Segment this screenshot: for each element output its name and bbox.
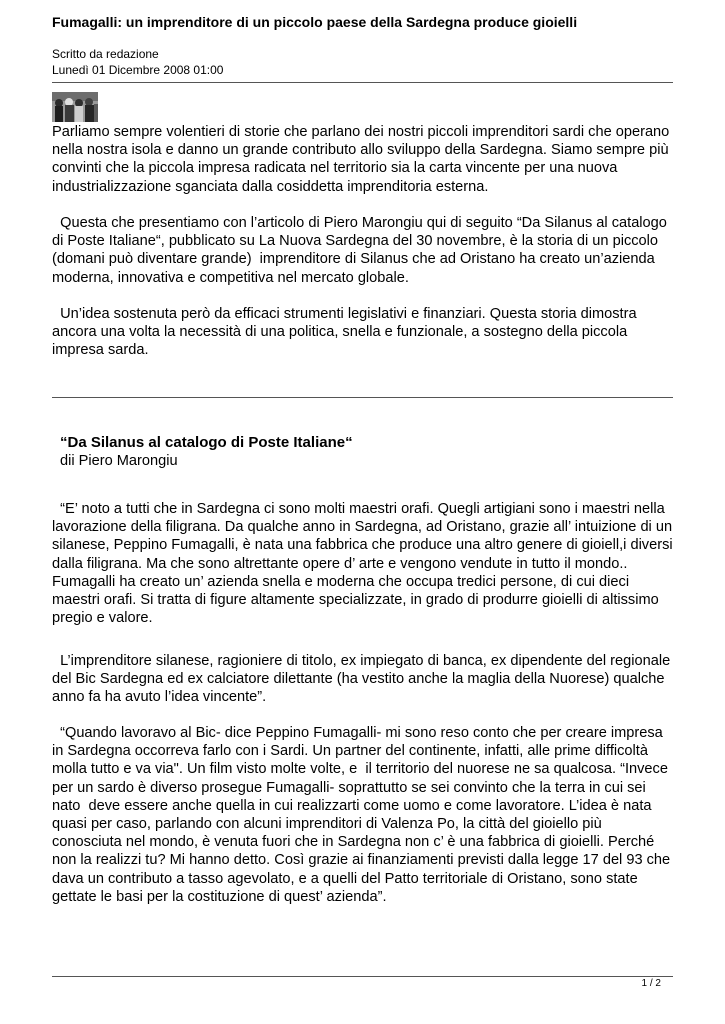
intro-paragraph-2: Questa che presentiamo con l’articolo di Piero Marongiu qui di seguito “Da Silanus al catalogo di Poste Italiane“, pubblicato su La Nuova Sardegna del 30 novembre, è la storia di un piccolo (domani può diventare grande) imprenditore di Silanus che ad Oristano ha creato un’azienda moderna, innovativa e competitiva nel mercato globale. (52, 215, 671, 286)
byline: Scritto da redazione (52, 47, 159, 61)
story-title: “Da Silanus al catalogo di Poste Italiane“ (60, 434, 353, 451)
article-photo-thumbnail (52, 92, 98, 122)
story-paragraph-1: “E’ noto a tutti che in Sardegna ci sono molti maestri orafi. Quegli artigiani sono i maestri nella lavorazione della filigrana. Da qualche anno in Sardegna, ad Oristano, grazie all’ intuizione di un silanese, Peppino Fumagalli, è nata una fabbrica che produce una altro genere di gioiell,i diversi dalla filigrana. Ma che sono altrettante opere d’ arte e vengono vendute in tutto il mondo.. Fumagalli ha creato un’ azienda snella e moderna che occupa tredici persone, di cui dieci maestri orafi. Si tratta di figure altamente specializzate, in grado di produrre gioielli di altissimo pregio e valore. (52, 501, 677, 627)
page-number: 1 / 2 (641, 978, 661, 989)
story-author: dii Piero Marongiu (60, 453, 178, 469)
intro-paragraph-1: Parliamo sempre volentieri di storie che parlano dei nostri piccoli imprenditori sardi che operano nella nostra isola e danno un grande contributo allo sviluppo della Sardegna. Siamo sempre più convinti che la piccola impresa radicata nel territorio sia la carta vincente per una nuova industrializzazione sganciata dalla cosiddetta imprenditoria esterna. (52, 124, 670, 195)
footer-divider (52, 976, 673, 977)
document-page (52, 0, 677, 1024)
section-divider (52, 397, 673, 398)
publish-date: Lunedì 01 Dicembre 2008 01:00 (52, 63, 224, 77)
story-paragraph-2: L’imprenditore silanese, ragioniere di titolo, ex impiegato di banca, ex dipendente del regionale del Bic Sardegna ed ex calciatore dilettante (ha vestito anche la maglia della Nuorese) qualche anno fa ha avuto l’idea vincente”. (52, 653, 675, 706)
header-divider (52, 82, 673, 83)
article-title: Fumagalli: un imprenditore di un piccolo paese della Sardegna produce gioielli (52, 14, 578, 30)
story-paragraph-3: “Quando lavoravo al Bic- dice Peppino Fumagalli- mi sono reso conto che per creare impresa in Sardegna occorreva farlo con i Sardi. Un partner del continente, infatti, alle prime difficoltà molla tutto e va via". Un film visto molte volte, e il territorio del nuorese ne sa qualcosa. “Invece per un sardo è diverso prosegue Fumagalli- soprattutto se sei convinto che la terra in cui sei nato deve essere anche quella in cui realizzarti come uomo e come lavoratore. L’idea è nata quasi per caso, parlando con alcuni imprenditori di Valenza Po, la città del gioiello più conosciuta nel mondo, è venuta fuori che in Sardegna non c’ è una fabbrica di gioielli. Perché non la realizzi tu? Mi hanno detto. Così grazie ai finanziamenti previsti dalla legge 17 del 93 che dava un contributo a tasso agevolato, e a quelli del Patto territoriale di Oristano, sono state gettate le basi per la costituzione di quest’ azienda”. (52, 725, 675, 905)
intro-paragraph-3: Un’idea sostenuta però da efficaci strumenti legislativi e finanziari. Questa storia dimostra ancora una volta la necessità di una politica, snella e funzionale, a sostegno della piccola impresa sarda. (52, 306, 641, 359)
